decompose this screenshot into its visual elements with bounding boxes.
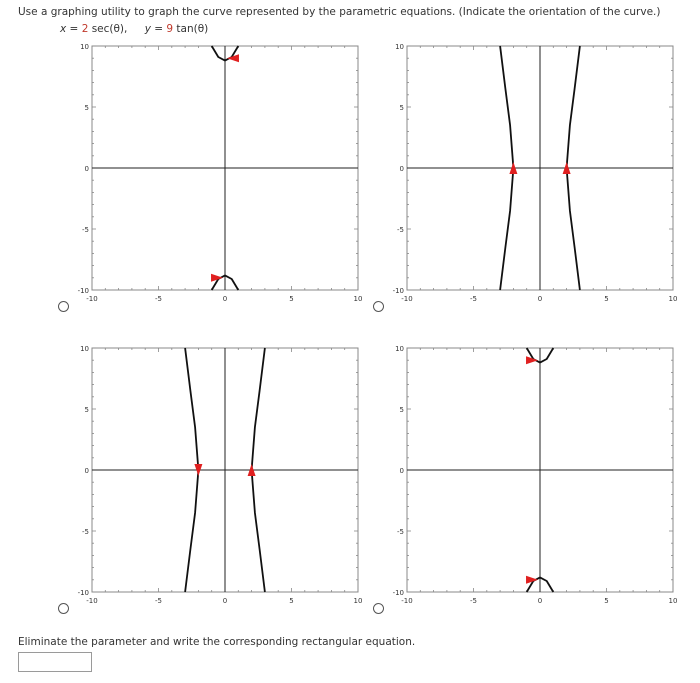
y-tick-label: 10 — [395, 345, 404, 353]
x-tick-label: 10 — [668, 295, 678, 303]
y-tick-label: 10 — [80, 43, 89, 51]
y-coefficient: 9 — [166, 23, 174, 35]
y-equation — [145, 23, 209, 35]
graph-d-svg — [377, 340, 677, 615]
x-tick-label: 5 — [289, 295, 294, 303]
x-function: sec(θ), — [88, 23, 128, 35]
y-tick-label: -10 — [392, 589, 404, 597]
x-tick-label: -5 — [155, 295, 162, 303]
graph-option-a — [62, 38, 362, 313]
y-tick-label: 5 — [84, 104, 89, 112]
x-tick-label: 0 — [537, 295, 543, 303]
y-tick-label: -10 — [77, 287, 89, 295]
radio-option-b[interactable] — [373, 301, 384, 312]
graph-option-d — [377, 340, 677, 615]
x-coefficient: 2 — [81, 23, 89, 35]
x-tick-label: -10 — [86, 295, 98, 303]
x-tick-label: 0 — [537, 597, 543, 605]
x-tick-label: 5 — [604, 597, 609, 605]
y-tick-label: 10 — [80, 345, 89, 353]
y-tick-label: 5 — [399, 104, 404, 112]
x-prefix: x = — [60, 23, 82, 35]
y-tick-label: -10 — [77, 589, 89, 597]
rectangular-equation-input[interactable] — [18, 652, 92, 672]
graph-c-svg — [62, 340, 362, 615]
y-tick-label: 0 — [84, 467, 89, 475]
x-tick-label: -10 — [401, 597, 413, 605]
y-tick-label: 10 — [395, 43, 404, 51]
radio-option-a[interactable] — [58, 301, 69, 312]
y-tick-label: -5 — [82, 528, 89, 536]
radio-option-d[interactable] — [373, 603, 384, 614]
x-tick-label: 5 — [604, 295, 609, 303]
x-tick-label: -10 — [401, 295, 413, 303]
y-tick-label: 0 — [399, 467, 404, 475]
y-tick-label: -10 — [392, 287, 404, 295]
x-tick-label: -5 — [470, 597, 477, 605]
graph-a-svg — [62, 38, 362, 313]
y-tick-label: 0 — [84, 165, 89, 173]
y-function: tan(θ) — [173, 23, 209, 35]
x-tick-label: -5 — [155, 597, 162, 605]
x-tick-label: 0 — [222, 597, 228, 605]
x-tick-label: -5 — [470, 295, 477, 303]
x-tick-label: -10 — [86, 597, 98, 605]
x-tick-label: 10 — [353, 295, 363, 303]
y-prefix: y = — [144, 23, 167, 35]
radio-option-c[interactable] — [58, 603, 69, 614]
graph-option-c — [62, 340, 362, 615]
x-tick-label: 10 — [353, 597, 363, 605]
y-tick-label: -5 — [397, 528, 404, 536]
graph-option-b — [377, 38, 677, 313]
x-tick-label: 5 — [289, 597, 294, 605]
x-tick-label: 10 — [668, 597, 678, 605]
x-equation — [60, 23, 127, 35]
y-tick-label: 5 — [84, 406, 89, 414]
rectangular-equation-prompt: Eliminate the parameter and write the corresponding rectangular equation. — [18, 636, 416, 648]
y-tick-label: -5 — [82, 226, 89, 234]
y-tick-label: -5 — [397, 226, 404, 234]
parametric-equations — [60, 23, 222, 35]
y-tick-label: 5 — [399, 406, 404, 414]
x-tick-label: 0 — [222, 295, 228, 303]
question-instruction: Use a graphing utility to graph the curve represented by the parametric equations. (Indicate the orientation of the curve.) — [18, 6, 661, 18]
graph-b-svg — [377, 38, 677, 313]
y-tick-label: 0 — [399, 165, 404, 173]
